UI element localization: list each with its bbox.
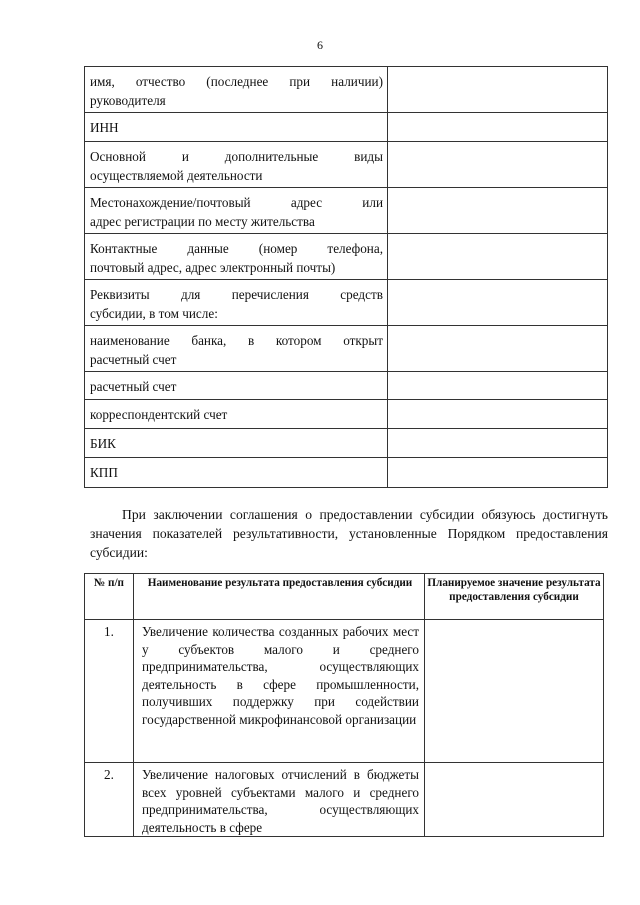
header-num: № п/п — [85, 574, 134, 620]
info-row — [85, 280, 608, 326]
info-label-line: расчетный счет — [90, 352, 177, 367]
info-row-value[interactable] — [388, 400, 608, 429]
info-label-line: почтовый адрес, адрес электронный почты) — [90, 260, 336, 275]
info-row — [85, 234, 608, 280]
info-row-value[interactable] — [388, 429, 608, 458]
info-row — [85, 400, 608, 429]
info-row — [85, 429, 608, 458]
info-row — [85, 67, 608, 113]
info-label-line: адрес регистрации по месту жительства — [90, 214, 315, 229]
info-row-label — [85, 234, 388, 280]
applicant-info-table — [84, 66, 608, 488]
info-row-label — [85, 188, 388, 234]
result-num: 2. — [85, 763, 134, 837]
info-label-line: Реквизиты для перечисления средств — [90, 287, 383, 302]
info-row-value[interactable] — [388, 372, 608, 400]
info-row — [85, 372, 608, 400]
result-num: 1. — [85, 620, 134, 763]
info-label-line: ИНН — [90, 120, 119, 135]
info-row-label — [85, 458, 388, 488]
info-label-line: Основной и дополнительные виды — [90, 149, 383, 164]
info-row-label — [85, 326, 388, 372]
results-header-row — [85, 574, 604, 620]
info-row-value[interactable] — [388, 280, 608, 326]
info-row-label — [85, 372, 388, 400]
info-label-line: осуществляемой деятельности — [90, 168, 263, 183]
info-label-line: имя, отчество (последнее при наличии) — [90, 74, 383, 89]
info-row-value[interactable] — [388, 113, 608, 142]
info-row — [85, 142, 608, 188]
info-label-line: Местонахождение/почтовый адрес или — [90, 195, 383, 210]
header-name: Наименование результата предоставления субсидии — [134, 574, 425, 620]
result-name: Увеличение налоговых отчислений в бюджеты всех уровней субъектами малого и среднего предпринимательства, осуществляющих деятельность в сфере — [134, 763, 425, 837]
info-label-line: субсидии, в том числе: — [90, 306, 218, 321]
info-label-line: корреспондентский счет — [90, 407, 228, 422]
info-row-value[interactable] — [388, 234, 608, 280]
page-number: 6 — [317, 38, 323, 52]
info-row — [85, 188, 608, 234]
info-label-line: наименование банка, в котором открыт — [90, 333, 383, 348]
result-plan-value[interactable] — [425, 763, 604, 837]
info-row-label — [85, 67, 388, 113]
results-row — [85, 620, 604, 763]
info-label-line: Контактные данные (номер телефона, — [90, 241, 383, 256]
info-row-label — [85, 400, 388, 429]
result-plan-value[interactable] — [425, 620, 604, 763]
info-row — [85, 458, 608, 488]
result-name: Увеличение количества созданных рабочих мест у субъектов малого и среднего предпринимательства, осуществляющих деятельность в сфере промышленности, получивших поддержку при содействии государственной микрофинансовой организации — [134, 620, 425, 763]
info-row-label — [85, 429, 388, 458]
info-row-label — [85, 280, 388, 326]
info-row — [85, 326, 608, 372]
info-row-value[interactable] — [388, 142, 608, 188]
header-plan: Планируемое значение результата предоставления субсидии — [425, 574, 604, 620]
results-row — [85, 763, 604, 837]
info-row-label — [85, 142, 388, 188]
info-row-value[interactable] — [388, 458, 608, 488]
commitment-paragraph: При заключении соглашения о предоставлении субсидии обязуюсь достигнуть значения показателей результативности, установленные Порядком предоставления субсидии: — [90, 507, 608, 560]
info-label-line: расчетный счет — [90, 379, 177, 394]
info-row-value[interactable] — [388, 188, 608, 234]
info-label-line: КПП — [90, 465, 118, 480]
info-row-value[interactable] — [388, 326, 608, 372]
info-row-label — [85, 113, 388, 142]
info-label-line: БИК — [90, 436, 116, 451]
info-row-value[interactable] — [388, 67, 608, 113]
info-label-line: руководителя — [90, 93, 166, 108]
results-table — [84, 573, 604, 837]
info-row — [85, 113, 608, 142]
